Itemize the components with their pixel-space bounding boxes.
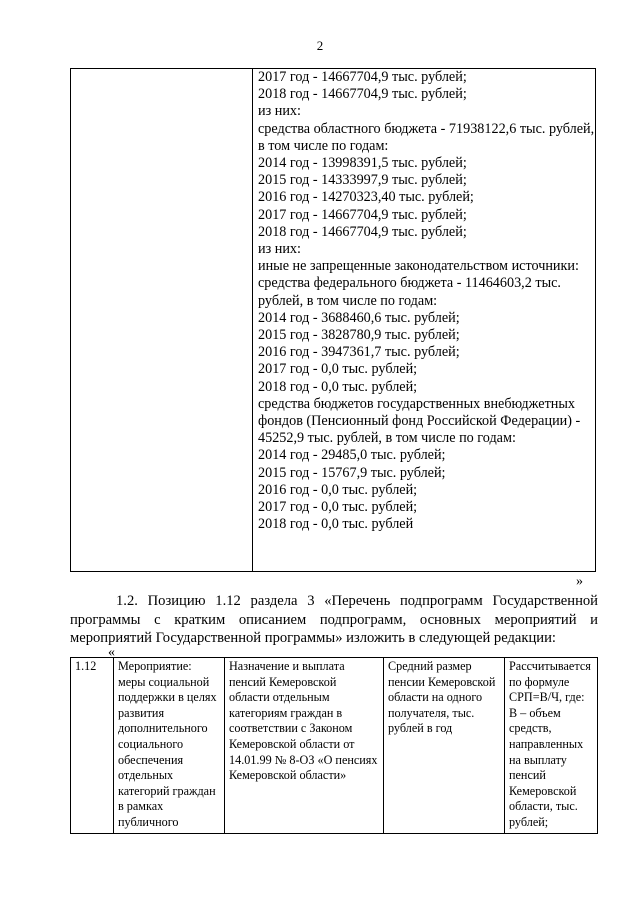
financing-line: 2018 год - 14667704,9 тыс. рублей; [258, 86, 467, 103]
financing-line: 2015 год - 14333997,9 тыс. рублей; [258, 172, 467, 189]
financing-line: 2015 год - 3828780,9 тыс. рублей; [258, 327, 460, 344]
financing-line: средства областного бюджета - 71938122,6 тыс. рублей, в том числе по годам: [258, 120, 595, 154]
formula-cell: Рассчитывается по формуле СРП=В/Ч, где: В – объем средств, направленных на выплату пенсий Кемеровской области, тыс. рублей; [505, 658, 598, 834]
financing-line: 2016 год - 3947361,7 тыс. рублей; [258, 344, 460, 361]
financing-line: 2018 год - 0,0 тыс. рублей; [258, 378, 418, 395]
financing-line: 2017 год - 0,0 тыс. рублей; [258, 499, 418, 516]
financing-line: 2018 год - 0,0 тыс. рублей [258, 516, 414, 533]
financing-line: 2014 год - 29485,0 тыс. рублей; [258, 447, 446, 464]
table-row [71, 658, 598, 834]
financing-line: из них: [258, 103, 301, 120]
indicator-cell: Средний размер пенсии Кемеровской области на одного получателя, тыс. рублей в год [384, 658, 505, 834]
page-number: 2 [316, 38, 324, 53]
event-cell: Мероприятие: меры социальной поддержки в целях развития дополнительного социального обеспечения отдельных категорий граждан в рамках публичного [114, 658, 225, 834]
financing-line: 2014 год - 13998391,5 тыс. рублей; [258, 155, 467, 172]
financing-line: 2018 год - 14667704,9 тыс. рублей; [258, 223, 467, 240]
closing-quote: » [576, 574, 583, 589]
financing-line: 2014 год - 3688460,6 тыс. рублей; [258, 309, 460, 326]
financing-line: из них: [258, 241, 301, 258]
financing-line: средства федерального бюджета - 11464603,2 тыс. рублей, в том числе по годам: [258, 275, 561, 309]
position-number-cell: 1.12 [71, 658, 114, 834]
financing-table [70, 68, 596, 572]
financing-line: 2016 год - 0,0 тыс. рублей; [258, 481, 418, 498]
purpose-cell: Назначение и выплата пенсий Кемеровской области отдельным категориям граждан в соответствии с Законом Кемеровской области от 14.01.99 № 8-ОЗ «О пенсиях Кемеровской области» [225, 658, 384, 834]
financing-line: 2015 год - 15767,9 тыс. рублей; [258, 464, 446, 481]
program-position-table [70, 657, 598, 834]
financing-table-label-cell [71, 69, 253, 572]
financing-line: иные не запрещенные законодательством источники: [258, 258, 579, 275]
financing-line: 2016 год - 14270323,40 тыс. рублей; [258, 189, 474, 206]
financing-line: 2017 год - 14667704,9 тыс. рублей; [258, 69, 467, 85]
financing-table-values-cell [253, 69, 596, 572]
financing-line: 2017 год - 14667704,9 тыс. рублей; [258, 206, 467, 223]
amendment-paragraph: 1.2. Позицию 1.12 раздела 3 «Перечень подпрограмм Государственной программы с кратким описанием подпрограмм, основных мероприятий и мероприятий Государственной программы» изложить в следующей редакции: [70, 593, 598, 647]
financing-line: средства бюджетов государственных внебюджетных фондов (Пенсионный фонд Российской Федерации) - 45252,9 тыс. рублей, в том числе по годам: [258, 395, 581, 447]
opening-quote: « [108, 645, 115, 660]
financing-line: 2017 год - 0,0 тыс. рублей; [258, 361, 418, 378]
